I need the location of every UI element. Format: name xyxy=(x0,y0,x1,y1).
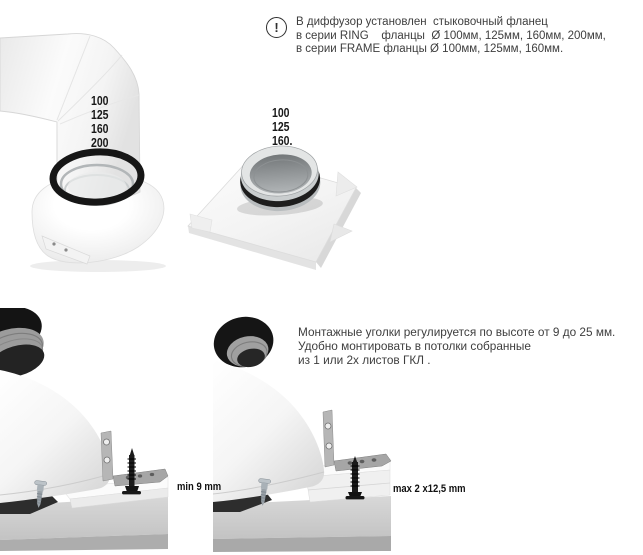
frame-size: 125 xyxy=(272,120,290,134)
header-note-line: В диффузор установлен стыковочный фланец xyxy=(296,16,548,28)
header-note-line: в серии FRAME фланцы Ø 100мм, 125мм, 160мм. xyxy=(296,43,564,56)
header-note-line: в серии RING фланцы Ø 100мм, 125мм, 160мм, 200мм, xyxy=(296,29,606,42)
ring-size-list xyxy=(91,94,109,150)
exclamation-icon: ! xyxy=(266,17,287,38)
mounting-photo-min xyxy=(0,308,212,555)
ring-size: 160 xyxy=(91,122,109,136)
diffuser-dome xyxy=(0,370,110,503)
duct-elbow xyxy=(0,34,140,200)
mounting-note xyxy=(298,326,638,367)
frame-size: 100 xyxy=(272,106,290,120)
ring-size: 200 xyxy=(91,136,109,150)
header-note xyxy=(266,16,636,57)
min-height-label: min 9 mm xyxy=(177,481,222,493)
frame-flange-photo xyxy=(185,140,370,285)
body-screw-icon xyxy=(52,242,55,245)
frame-size-list xyxy=(272,106,292,148)
ring-size: 100 xyxy=(91,94,109,108)
body-screw-icon xyxy=(64,248,67,251)
mounting-note-line: из 1 или 2х листов ГКЛ . xyxy=(298,352,431,367)
frame-size: 160. xyxy=(272,134,293,148)
ring-size: 125 xyxy=(91,108,109,122)
mounting-note-line: Удобно монтировать в потолки собранные xyxy=(298,338,531,353)
max-height-label: max 2 x12,5 mm xyxy=(393,483,466,495)
header-note-text xyxy=(296,16,606,57)
frame-collar xyxy=(233,143,324,218)
mounting-note-line: Монтажные уголки регулируется по высоте от 9 до 25 мм. xyxy=(298,325,616,339)
